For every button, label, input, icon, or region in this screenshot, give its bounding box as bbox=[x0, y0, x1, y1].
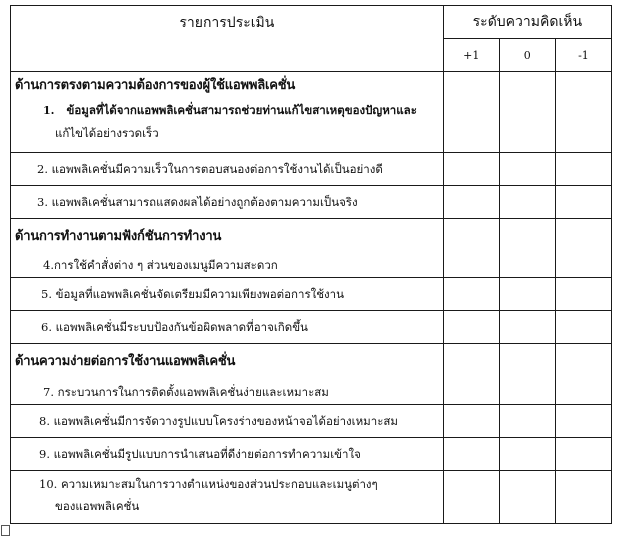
rating-cell-plus[interactable] bbox=[443, 405, 499, 438]
section-title: ด้านการตรงตามความต้องการของผู้ใช้แอพพลิเคชั่น bbox=[15, 78, 296, 93]
item-text: 2. แอพพลิเคชั่นมีความเร็วในการตอบสนองต่อการใช้งานได้เป็นอย่างดี bbox=[37, 162, 383, 176]
rating-cell-zero[interactable] bbox=[499, 438, 555, 471]
header-level-column: ระดับความคิดเห็น bbox=[443, 6, 611, 39]
rating-cell-plus[interactable] bbox=[443, 186, 499, 219]
section-row bbox=[11, 72, 612, 153]
section-cell bbox=[11, 72, 444, 153]
rating-cell-minus[interactable] bbox=[555, 471, 611, 524]
list-item bbox=[15, 99, 443, 122]
item-text: 4.การใช้คำสั่งต่าง ๆ ส่วนของเมนูมีความสะดวก bbox=[43, 258, 278, 272]
rating-cell-plus[interactable] bbox=[443, 311, 499, 344]
evaluation-table bbox=[10, 5, 612, 524]
section-row bbox=[11, 219, 612, 278]
item-text: 6. แอพพลิเคชั่นมีระบบป้องกันข้อผิดพลาดที่อาจเกิดขึ้น bbox=[41, 320, 308, 334]
table-row bbox=[11, 153, 612, 186]
table-row bbox=[11, 405, 612, 438]
rating-cell-minus[interactable] bbox=[555, 278, 611, 311]
table-row bbox=[11, 438, 612, 471]
item-text: 9. แอพพลิเคชั่นมีรูปแบบการนำเสนอที่ดีง่ายต่อการทำความเข้าใจ bbox=[39, 447, 361, 461]
item-cell bbox=[11, 186, 444, 219]
section-cell bbox=[11, 344, 444, 405]
section-title: ด้านความง่ายต่อการใช้งานแอพพลิเคชั่น bbox=[15, 354, 236, 369]
rating-cell-minus[interactable] bbox=[555, 219, 611, 278]
item-cell bbox=[11, 438, 444, 471]
rating-cell-minus[interactable] bbox=[555, 153, 611, 186]
rating-cell-zero[interactable] bbox=[499, 471, 555, 524]
rating-cell-minus[interactable] bbox=[555, 438, 611, 471]
rating-cell-minus[interactable] bbox=[555, 405, 611, 438]
header-row bbox=[11, 6, 612, 39]
item-text: 7. กระบวนการในการติดตั้งแอพพลิเคชั่นง่ายและเหมาะสม bbox=[43, 385, 329, 399]
score-minus-header: -1 bbox=[555, 39, 611, 72]
rating-cell-plus[interactable] bbox=[443, 471, 499, 524]
table-row bbox=[11, 278, 612, 311]
item-text-line1: ข้อมูลที่ได้จากแอพพลิเคชั่นสามารถช่วยท่านแก้ไขสาเหตุของปัญหาและ bbox=[66, 103, 417, 117]
header-item-column: รายการประเมิน bbox=[11, 6, 444, 72]
item-text: 3. แอพพลิเคชั่นสามารถแสดงผลได้อย่างถูกต้องตามความเป็นจริง bbox=[37, 195, 358, 209]
item-text: 5. ข้อมูลที่แอพพลิเคชั่นจัดเตรียมมีความเพียงพอต่อการใช้งาน bbox=[41, 287, 344, 301]
rating-cell-minus[interactable] bbox=[555, 344, 611, 405]
rating-cell-zero[interactable] bbox=[499, 405, 555, 438]
rating-cell-minus[interactable] bbox=[555, 186, 611, 219]
table-row bbox=[11, 311, 612, 344]
item-cell bbox=[11, 311, 444, 344]
rating-cell-zero[interactable] bbox=[499, 278, 555, 311]
score-zero-header: 0 bbox=[499, 39, 555, 72]
rating-cell-zero[interactable] bbox=[499, 72, 555, 153]
rating-cell-zero[interactable] bbox=[499, 153, 555, 186]
table-row bbox=[11, 471, 612, 524]
rating-cell-zero[interactable] bbox=[499, 219, 555, 278]
section-cell bbox=[11, 219, 444, 278]
rating-cell-plus[interactable] bbox=[443, 438, 499, 471]
rating-cell-plus[interactable] bbox=[443, 153, 499, 186]
rating-cell-minus[interactable] bbox=[555, 311, 611, 344]
section-row bbox=[11, 344, 612, 405]
text-boundary-marker bbox=[1, 525, 10, 536]
item-cell bbox=[11, 278, 444, 311]
item-text: 8. แอพพลิเคชั่นมีการจัดวางรูปแบบโครงร่างของหน้าจอได้อย่างเหมาะสม bbox=[39, 414, 398, 428]
item-number: 1. bbox=[43, 104, 55, 117]
item-text-line2: ของแอพพลิเคชั่น bbox=[55, 499, 140, 513]
section-title: ด้านการทำงานตามฟังก์ชันการทำงาน bbox=[15, 229, 222, 244]
rating-cell-plus[interactable] bbox=[443, 72, 499, 153]
table-row bbox=[11, 186, 612, 219]
item-text-line1: 10. ความเหมาะสมในการวางตำแหน่งของส่วนประกอบและเมนูต่างๆ bbox=[39, 477, 378, 491]
item-cell bbox=[11, 405, 444, 438]
evaluation-table-wrapper bbox=[10, 5, 612, 524]
rating-cell-plus[interactable] bbox=[443, 278, 499, 311]
item-cell bbox=[11, 471, 444, 524]
rating-cell-plus[interactable] bbox=[443, 344, 499, 405]
rating-cell-minus[interactable] bbox=[555, 72, 611, 153]
item-cell bbox=[11, 153, 444, 186]
item-text-line2: แก้ไขได้อย่างรวดเร็ว bbox=[55, 126, 159, 140]
rating-cell-plus[interactable] bbox=[443, 219, 499, 278]
rating-cell-zero[interactable] bbox=[499, 186, 555, 219]
rating-cell-zero[interactable] bbox=[499, 344, 555, 405]
rating-cell-zero[interactable] bbox=[499, 311, 555, 344]
score-plus-header: +1 bbox=[443, 39, 499, 72]
